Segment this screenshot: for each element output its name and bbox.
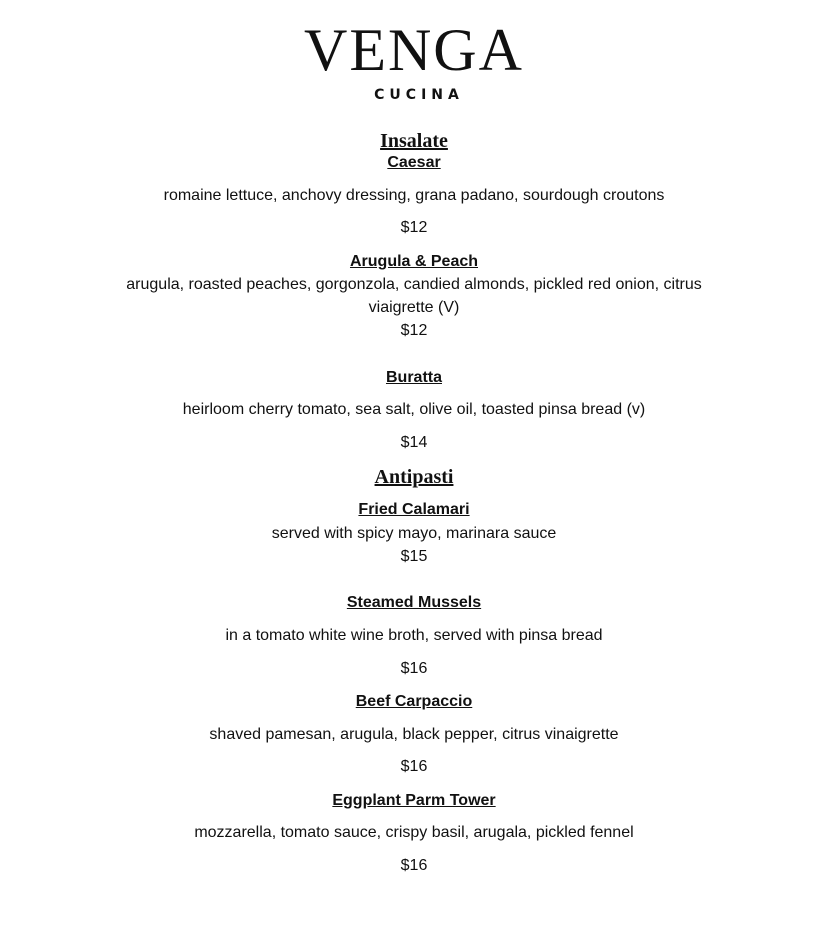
menu-item-description: heirloom cherry tomato, sea salt, olive oil, toasted pinsa bread (v) [182,401,646,418]
menu-item-name: Buratta [385,369,442,386]
menu-item-name: Eggplant Parm Tower [332,792,496,809]
menu-item-description: arugula, roasted peaches, gorgonzola, candied almonds, pickled red onion, citrus [126,276,702,293]
brand-logo: VENGA [304,17,524,83]
brand-subtitle: CUCINA [374,87,464,103]
menu-item-price: $16 [400,758,428,775]
menu-item-price: $12 [400,219,428,236]
menu-item-price: $12 [400,322,428,339]
menu-item-price: $16 [400,857,428,874]
menu-item-price: $15 [400,548,428,565]
menu-item-description: shaved pamesan, arugula, black pepper, citrus vinaigrette [209,726,619,743]
menu-item-description: viaigrette (V) [368,299,460,316]
section-title: Insalate [380,130,448,152]
section-title: Antipasti [374,466,454,488]
menu-item-price: $14 [400,434,428,451]
menu-item-description: in a tomato white wine broth, served with pinsa bread [225,627,603,644]
menu-item-description: mozzarella, tomato sauce, crispy basil, arugala, pickled fennel [194,824,634,841]
menu-item-description: served with spicy mayo, marinara sauce [271,525,557,542]
menu-item-name: Fried Calamari [358,501,470,518]
menu-item-price: $16 [400,660,428,677]
menu-item-name: Beef Carpaccio [355,693,473,710]
menu-item-name: Arugula & Peach [349,253,479,270]
menu-item-name: Caesar [387,154,441,171]
menu-item-name: Steamed Mussels [346,594,482,611]
menu-item-description: romaine lettuce, anchovy dressing, grana padano, sourdough croutons [163,187,665,204]
